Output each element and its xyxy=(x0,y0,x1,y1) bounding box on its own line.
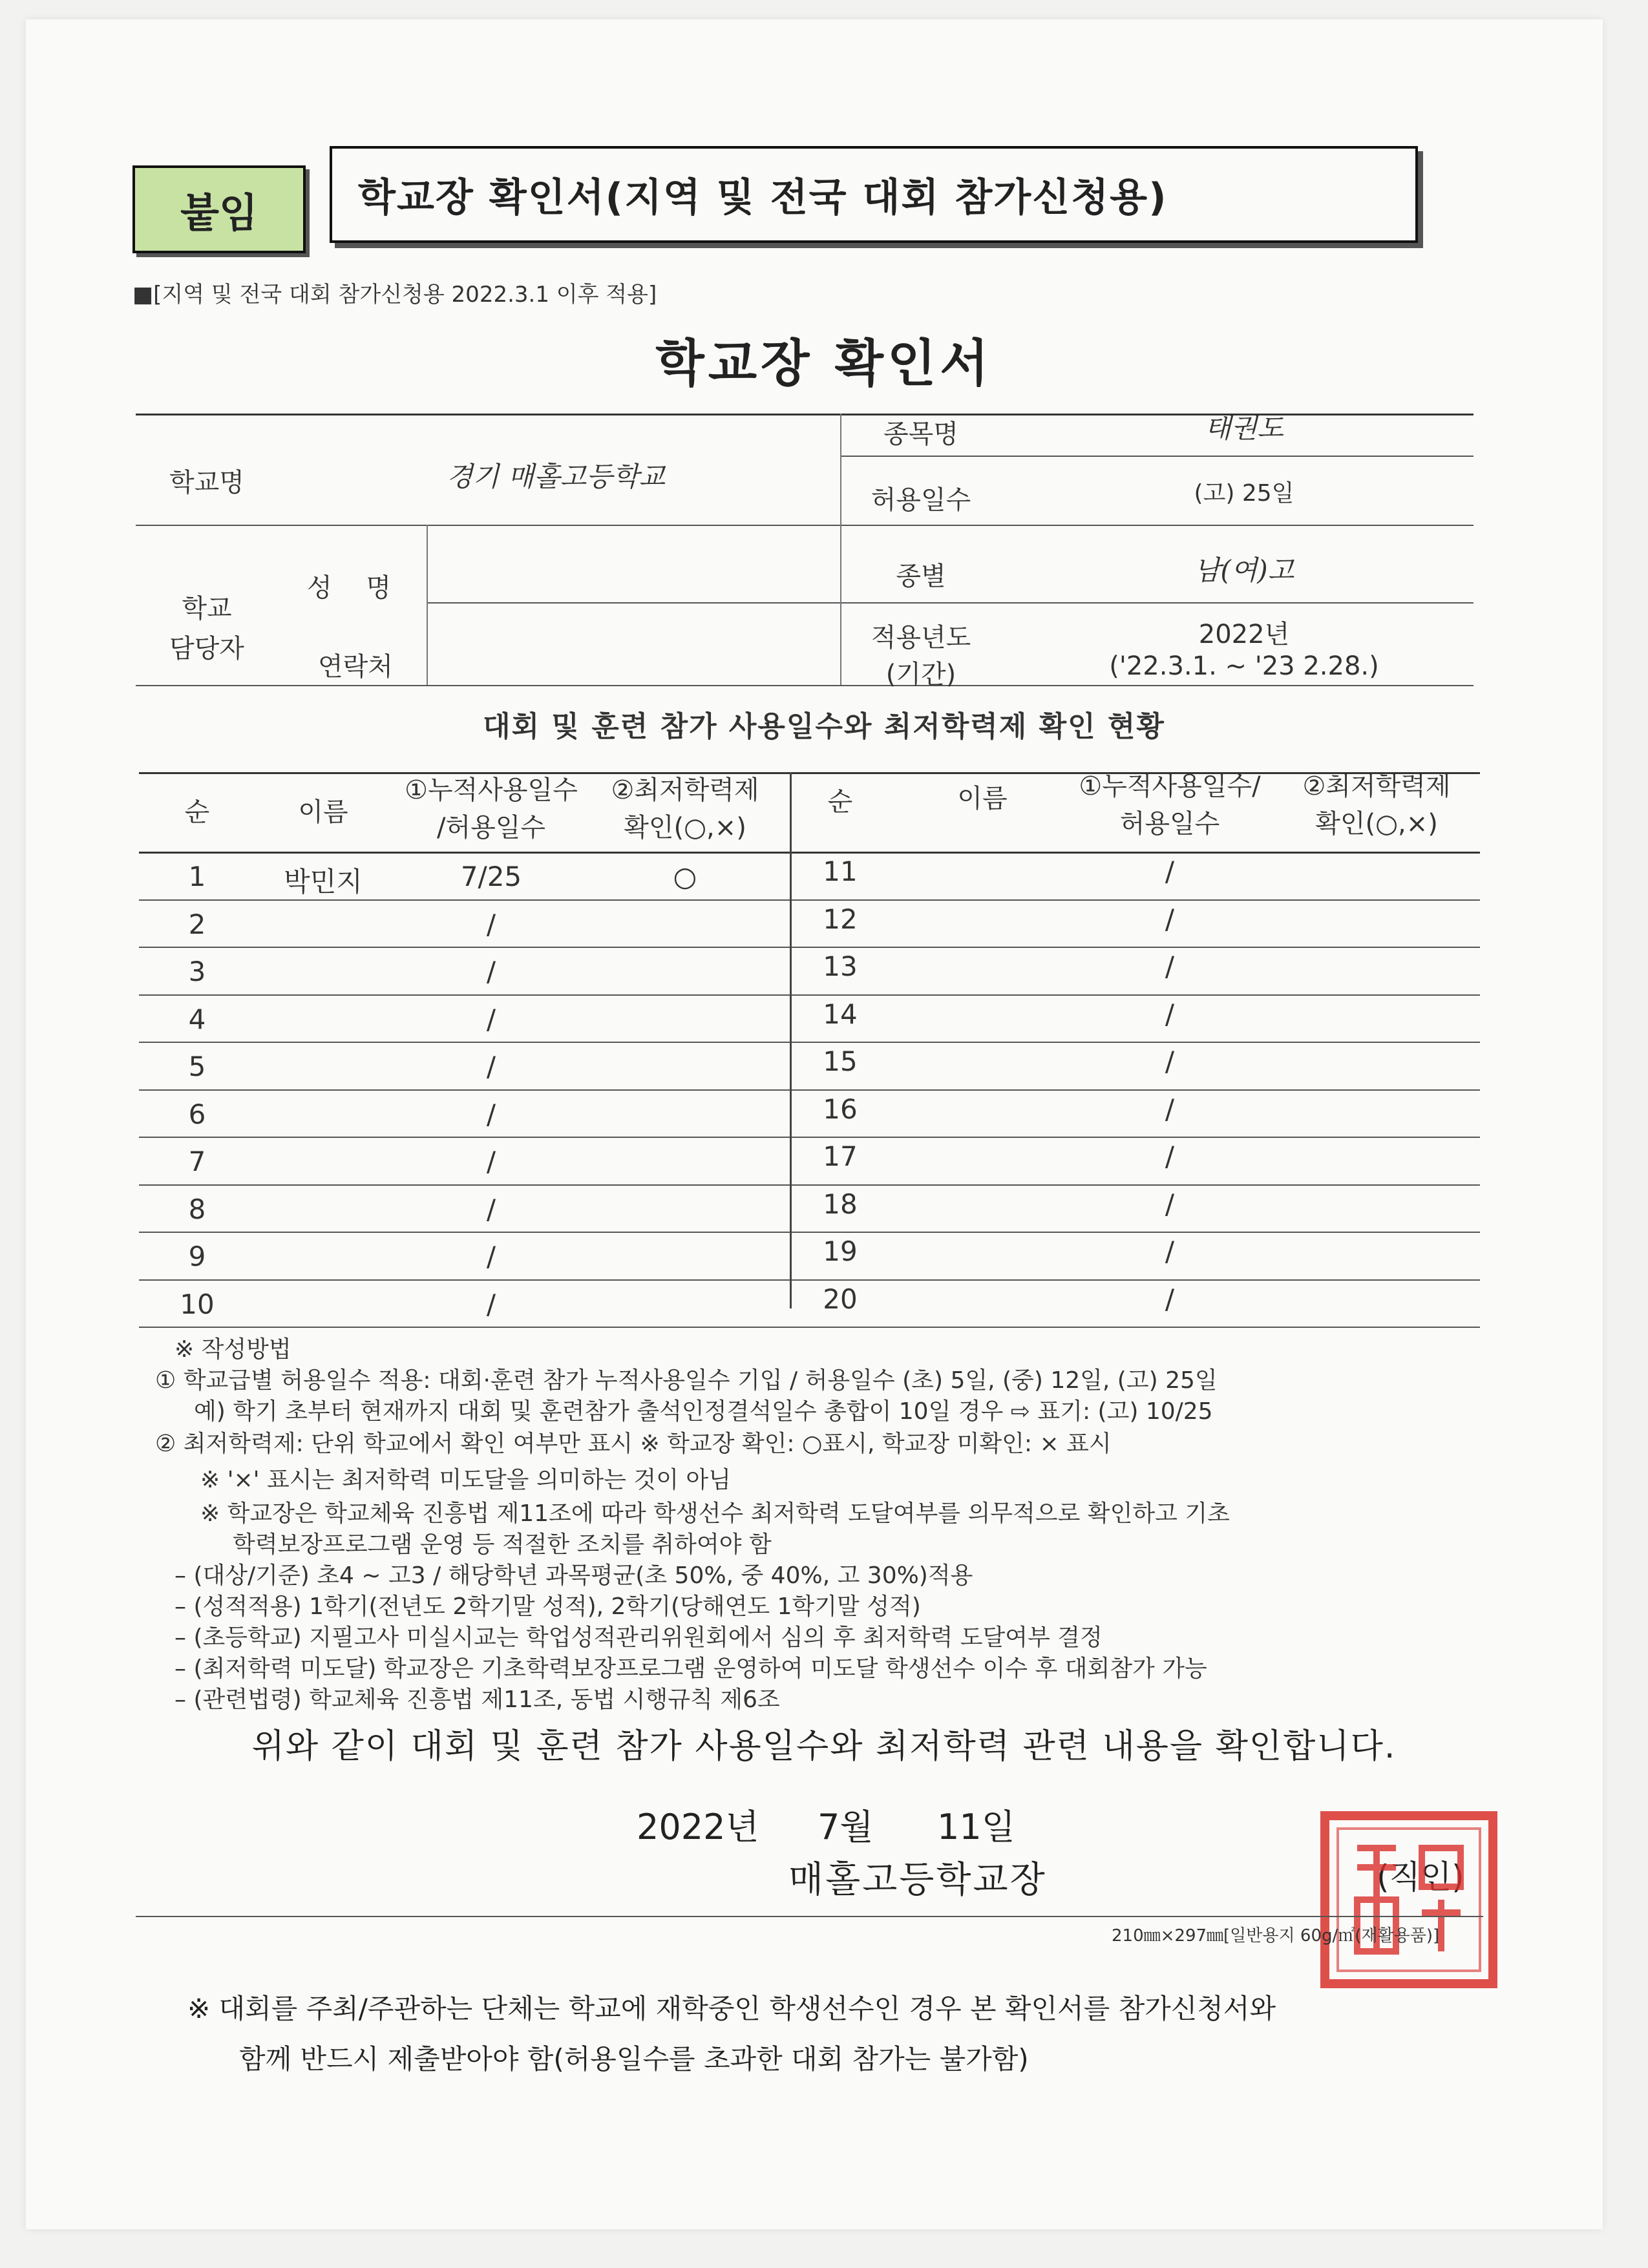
row-no: 19 xyxy=(823,1235,858,1267)
info-divider xyxy=(427,602,1474,604)
col-header-no-right: 순 xyxy=(827,787,853,817)
row-days: / xyxy=(486,1003,496,1035)
info-divider xyxy=(136,525,1474,526)
row-no: 11 xyxy=(823,856,858,887)
document-header-title: 학교장 확인서(지역 및 전국 대회 참가신청용) xyxy=(330,146,1418,243)
footer-line: 함께 반드시 제출받아야 함(허용일수를 초과한 대회 참가는 불가함) xyxy=(239,2043,1029,2075)
table-header-border xyxy=(139,852,1480,854)
row-no: 12 xyxy=(823,903,858,935)
date-day: 11일 xyxy=(937,1807,1015,1847)
row-days: / xyxy=(486,1051,496,1082)
section-title: 대회 및 훈련 참가 사용일수와 최저학력제 확인 현황 xyxy=(483,710,1165,743)
date-month: 7월 xyxy=(818,1807,874,1847)
row-no: 14 xyxy=(823,998,858,1030)
row-days: / xyxy=(486,956,496,987)
row-days: / xyxy=(486,1146,496,1177)
row-no: 20 xyxy=(823,1283,858,1315)
event-label: 종목명 xyxy=(883,419,958,449)
footer-divider xyxy=(136,1916,1483,1917)
row-days: / xyxy=(486,1241,496,1272)
period-label: (기간) xyxy=(885,660,956,689)
row-days: / xyxy=(1165,1235,1175,1267)
principal-title: 매홀고등학교장 xyxy=(788,1859,1047,1901)
row-days: / xyxy=(486,1193,496,1225)
year-label: 적용년도 xyxy=(871,623,971,653)
row-days: / xyxy=(1165,1188,1175,1220)
col-header-no: 순 xyxy=(184,797,210,827)
col-header-name: 이름 xyxy=(298,797,348,827)
row-no: 9 xyxy=(188,1241,206,1272)
note-line: 예) 학기 초부터 현재까지 대회 및 훈련참가 출석인정결석일수 총합이 10일 경우 ⇨ 표기: (고) 10/25 xyxy=(194,1398,1213,1425)
type-label: 종별 xyxy=(896,562,946,591)
note-line: – (초등학교) 지필고사 미실시교는 학업성적관리위원회에서 심의 후 최저학력 도달여부 결정 xyxy=(174,1624,1103,1651)
note-line: ① 학교급별 허용일수 적용: 대회·훈련 참가 누적사용일수 기입 / 허용일수 (초) 5일, (중) 12일, (고) 25일 xyxy=(155,1367,1218,1394)
row-no: 15 xyxy=(823,1045,858,1077)
col-header-min-sub: 확인(○,×) xyxy=(624,813,746,843)
col-header-days-sub: /허용일수 xyxy=(436,813,546,843)
row-no: 4 xyxy=(188,1003,206,1035)
table-center-divider xyxy=(790,772,792,1308)
table-row-line xyxy=(139,1327,1480,1328)
note-line: – (최저학력 미도달) 학교장은 기초학력보장프로그램 운영하여 미도달 학생선수 이수 후 대회참가 가능 xyxy=(174,1655,1207,1682)
row-days: / xyxy=(1165,1140,1175,1172)
col-header-min: ②최저학력제 xyxy=(611,775,759,805)
row-days: / xyxy=(1165,1283,1175,1315)
row-no: 3 xyxy=(188,956,206,987)
col-header-min-right-sub: 확인(○,×) xyxy=(1315,809,1438,839)
col-header-min-right: ②최저학력제 xyxy=(1302,772,1451,801)
row-no: 16 xyxy=(823,1093,858,1125)
row-days: 7/25 xyxy=(460,861,522,892)
year-value: 2022년 xyxy=(1198,620,1290,649)
table-row-line xyxy=(139,994,1480,996)
footer-line: ※ 대회를 주최/주관하는 단체는 학교에 재학중인 학생선수인 경우 본 확인서를 참가신청서와 xyxy=(187,1993,1276,2024)
row-days: / xyxy=(1165,1093,1175,1125)
staff-label-1: 학교 xyxy=(182,594,232,624)
row-no: 2 xyxy=(188,908,206,940)
period-value: ('22.3.1. ~ '23 2.28.) xyxy=(1109,651,1379,681)
note-line: ② 최저학력제: 단위 학교에서 확인 여부만 표시 ※ 학교장 확인: ○표시, 학교장 미확인: × 표시 xyxy=(155,1431,1112,1457)
row-no: 10 xyxy=(180,1288,215,1320)
footer-note xyxy=(187,1984,1480,2084)
row-days: / xyxy=(1165,998,1175,1030)
row-days: / xyxy=(1165,950,1175,982)
row-days: / xyxy=(486,1098,496,1130)
confirmation-text: 위와 같이 대회 및 훈련 참가 사용일수와 최저학력 관련 내용을 확인합니다. xyxy=(251,1727,1397,1766)
table-row-line xyxy=(139,1042,1480,1043)
table-row-line xyxy=(139,947,1480,948)
row-no: 1 xyxy=(188,861,206,892)
col-header-days-right: ①누적사용일수/ xyxy=(1079,772,1261,801)
table-row-line xyxy=(139,1184,1480,1186)
school-name-label: 학교명 xyxy=(169,468,244,498)
note-line: – (대상/기준) 초4 ~ 고3 / 해당학년 과목평균(초 50%, 중 40%, 고 30%)적용 xyxy=(174,1562,973,1589)
row-check: ○ xyxy=(673,861,697,892)
official-seal-icon xyxy=(1318,1809,1499,1990)
row-no: 13 xyxy=(823,950,858,982)
table-top-border xyxy=(139,772,1480,774)
info-divider xyxy=(136,685,1474,686)
name-label: 성 명 xyxy=(307,573,404,603)
row-days: / xyxy=(486,1288,496,1320)
row-name: 박민지 xyxy=(284,866,363,898)
note-line: – (관련법령) 학교체육 진흥법 제11조, 동법 시행규칙 제6조 xyxy=(174,1686,780,1713)
row-no: 18 xyxy=(823,1188,858,1220)
table-row-line xyxy=(139,1232,1480,1233)
row-days: / xyxy=(1165,856,1175,887)
paper-spec: 210㎜×297㎜[일반용지 60g/㎡(재활용품)] xyxy=(1112,1926,1440,1946)
contact-label: 연락처 xyxy=(318,652,393,682)
apply-note: ■[지역 및 전국 대회 참가신청용 2022.3.1 이후 적용] xyxy=(132,282,657,308)
row-no: 5 xyxy=(188,1051,206,1082)
note-line: ※ 학교장은 학교체육 진흥법 제11조에 따라 학생선수 최저학력 도달여부를 의무적으로 확인하고 기초 xyxy=(200,1500,1230,1527)
row-no: 7 xyxy=(188,1146,206,1177)
row-no: 8 xyxy=(188,1193,206,1225)
note-line: – (성적적용) 1학기(전년도 2학기말 성적), 2학기(당해연도 1학기말 성적) xyxy=(174,1593,921,1620)
note-line: ※ '×' 표시는 최저학력 미도달을 의미하는 것이 아님 xyxy=(200,1467,731,1493)
event-value: 태권도 xyxy=(1205,412,1284,444)
row-no: 6 xyxy=(188,1098,206,1130)
date-year: 2022년 xyxy=(637,1807,759,1847)
row-no: 17 xyxy=(823,1140,858,1172)
col-header-days-right-sub: 허용일수 xyxy=(1119,809,1220,839)
type-value: 남(여)고 xyxy=(1194,554,1294,586)
table-row-line xyxy=(139,1137,1480,1138)
note-line: ※ 작성방법 xyxy=(174,1336,291,1363)
row-days: / xyxy=(486,908,496,940)
note-line: 학력보장프로그램 운영 등 적절한 조치를 취하여야 함 xyxy=(233,1531,772,1558)
main-title: 학교장 확인서 xyxy=(655,335,993,393)
col-header-name-right: 이름 xyxy=(957,784,1008,814)
table-row-line xyxy=(139,1279,1480,1281)
row-days: / xyxy=(1165,1045,1175,1077)
table-row-line xyxy=(139,1089,1480,1091)
attachment-tag: 붙임 xyxy=(132,165,306,253)
col-header-days: ①누적사용일수 xyxy=(405,775,578,805)
staff-label-2: 담당자 xyxy=(169,634,244,664)
seal-label: (직인) xyxy=(1377,1858,1464,1896)
info-divider-v xyxy=(427,525,428,685)
info-divider xyxy=(840,456,1474,457)
allowed-days-value: (고) 25일 xyxy=(1194,480,1294,507)
row-days: / xyxy=(1165,903,1175,935)
allowed-days-label: 허용일수 xyxy=(871,485,971,515)
school-name-value: 경기 매홀고등학교 xyxy=(447,461,665,492)
